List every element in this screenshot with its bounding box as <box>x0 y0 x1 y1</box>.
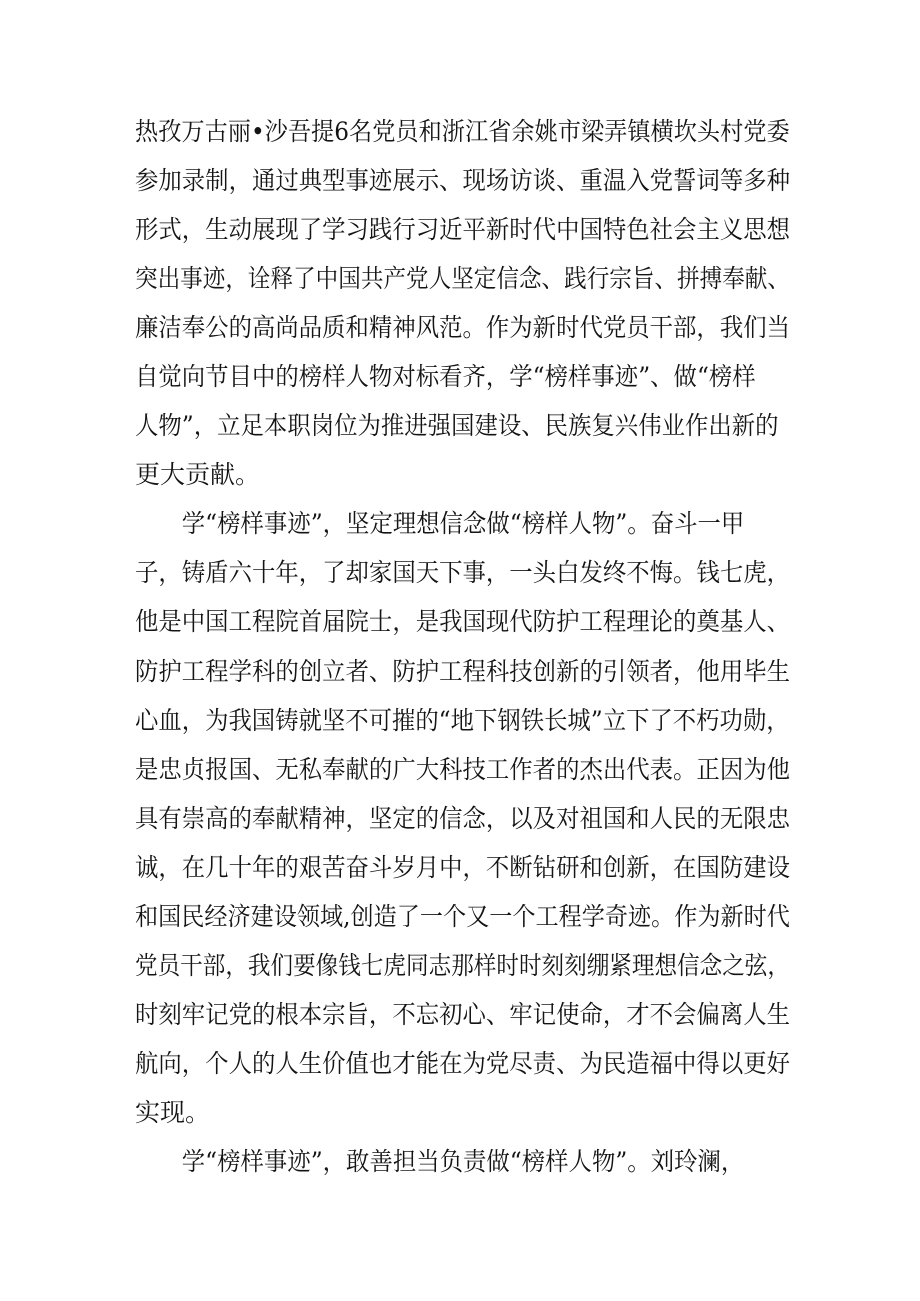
text-line: 廉洁奉公的高尚品质和精神风范。作为新时代党员干部，我们当 <box>135 313 791 342</box>
text-line: 航向，个人的人生价值也才能在为党尽责、为民造福中得以更好 <box>135 1049 791 1078</box>
text-line: 是忠贞报国、无私奉献的广大科技工作者的杰出代表。正因为他 <box>135 755 791 784</box>
text-line: 子，铸盾六十年，了却家国天下事，一头白发终不悔。钱七虎， <box>135 558 791 587</box>
text-line: 具有崇高的奉献精神，坚定的信念，以及对祖国和人民的无限忠 <box>135 804 791 833</box>
text-line: 诚，在几十年的艰苦奋斗岁月中，不断钻研和创新，在国防建设 <box>135 853 791 882</box>
text-line: 形式，生动展现了学习践行习近平新时代中国特色社会主义思想 <box>135 215 791 244</box>
text-line: 更大贡献。 <box>135 460 261 489</box>
paragraph-first-line: 学“榜样事迹”，坚定理想信念做“榜样人物”。奋斗一甲 <box>135 509 745 538</box>
text-line: 防护工程学科的创立者、防护工程科技创新的引领者，他用毕生 <box>135 657 791 686</box>
text-line: 自觉向节目中的榜样人物对标看齐，学“榜样事迹”、做“榜样 <box>135 362 756 391</box>
text-line: 参加录制，通过典型事迹展示、现场访谈、重温入党誓词等多种 <box>135 166 791 195</box>
text-line: 时刻牢记党的根本宗旨，不忘初心、牢记使命，才不会偏离人生 <box>135 1000 791 1029</box>
text-line: 人物”，立足本职岗位为推进强国建设、民族复兴伟业作出新的 <box>135 411 779 440</box>
text-line: 实现。 <box>135 1098 211 1127</box>
text-line: 党员干部，我们要像钱七虎同志那样时时刻刻绷紧理想信念之弦， <box>135 951 790 980</box>
text-line: 心血，为我国铸就坚不可摧的“地下钢铁长城”立下了不朽功勋， <box>135 706 790 735</box>
paragraph-first-line: 学“榜样事迹”，敢善担当负责做“榜样人物”。刘玲澜， <box>135 1147 745 1176</box>
text-line: 热孜万古丽•沙吾提6名党员和浙江省余姚市梁弄镇横坎头村党委 <box>135 117 790 146</box>
text-line: 和国民经济建设领域,创造了一个又一个工程学奇迹。作为新时代 <box>135 902 790 931</box>
text-line: 突出事迹，诠释了中国共产党人坚定信念、践行宗旨、拼搏奉献、 <box>135 264 790 293</box>
text-line: 他是中国工程院首届院士，是我国现代防护工程理论的奠基人、 <box>135 607 791 636</box>
